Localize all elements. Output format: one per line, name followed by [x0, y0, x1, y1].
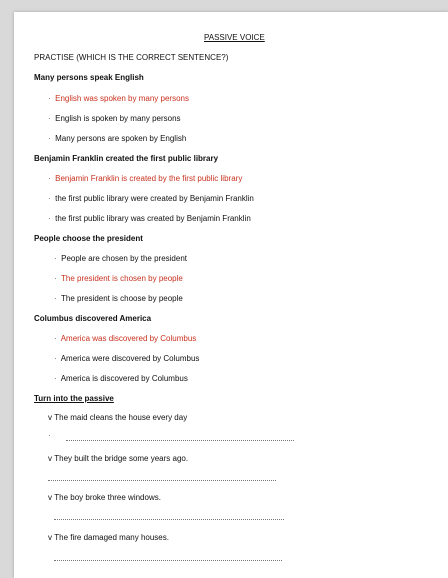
exercise-3: v The boy broke three windows.: [48, 493, 161, 502]
bullet-icon: ·: [54, 254, 57, 263]
option-2a[interactable]: · Benjamin Franklin is created by the first public library: [48, 174, 243, 183]
bullet-icon: ·: [48, 194, 51, 203]
answer-line-1[interactable]: [66, 440, 294, 441]
bullet-icon: ·: [48, 134, 51, 143]
option-4c[interactable]: · America is discovered by Columbus: [54, 374, 188, 383]
bullet-icon: ·: [48, 114, 51, 123]
question-prompt-4: Columbus discovered America: [34, 314, 152, 323]
bullet-icon: ·: [54, 294, 57, 303]
bullet-icon: ·: [54, 274, 57, 283]
bullet-icon: ·: [54, 354, 57, 363]
option-1a[interactable]: · English was spoken by many persons: [48, 94, 189, 103]
option-4a[interactable]: · America was discovered by Columbus: [54, 334, 197, 343]
option-4b[interactable]: · America were discovered by Columbus: [54, 354, 200, 363]
answer-line-2[interactable]: [48, 480, 276, 481]
answer-line-4[interactable]: [54, 560, 282, 561]
turn-passive-heading: Turn into the passive: [34, 394, 114, 403]
answer-bullet-icon: ·: [48, 431, 51, 440]
bullet-icon: ·: [48, 214, 51, 223]
question-prompt-2: Benjamin Franklin created the first public library: [34, 154, 219, 163]
exercise-4: v The fire damaged many houses.: [48, 533, 169, 542]
option-3c[interactable]: · The president is choose by people: [54, 294, 183, 303]
answer-line-3[interactable]: [54, 519, 284, 520]
checkmark-icon: v: [48, 454, 52, 463]
checkmark-icon: v: [48, 493, 52, 502]
checkmark-icon: v: [48, 533, 52, 542]
option-3a[interactable]: · People are chosen by the president: [54, 254, 187, 263]
exercise-2: v They built the bridge some years ago.: [48, 454, 189, 463]
exercise-1: v The maid cleans the house every day: [48, 413, 188, 422]
page-title: PASSIVE VOICE: [204, 33, 265, 42]
worksheet-page: [14, 12, 448, 578]
option-1b[interactable]: · English is spoken by many persons: [48, 114, 181, 123]
instruction: PRACTISE (WHICH IS THE CORRECT SENTENCE?): [34, 53, 229, 62]
bullet-icon: ·: [48, 94, 51, 103]
option-3b[interactable]: · The president is chosen by people: [54, 274, 183, 283]
checkmark-icon: v: [48, 413, 52, 422]
option-2b[interactable]: · the first public library were created by Benjamin Franklin: [48, 194, 254, 203]
question-prompt-3: People choose the president: [34, 234, 143, 243]
bullet-icon: ·: [54, 334, 57, 343]
question-prompt-1: Many persons speak English: [34, 73, 144, 82]
option-2c[interactable]: · the first public library was created by Benjamin Franklin: [48, 214, 251, 223]
bullet-icon: ·: [54, 374, 57, 383]
option-1c[interactable]: · Many persons are spoken by English: [48, 134, 187, 143]
bullet-icon: ·: [48, 174, 51, 183]
